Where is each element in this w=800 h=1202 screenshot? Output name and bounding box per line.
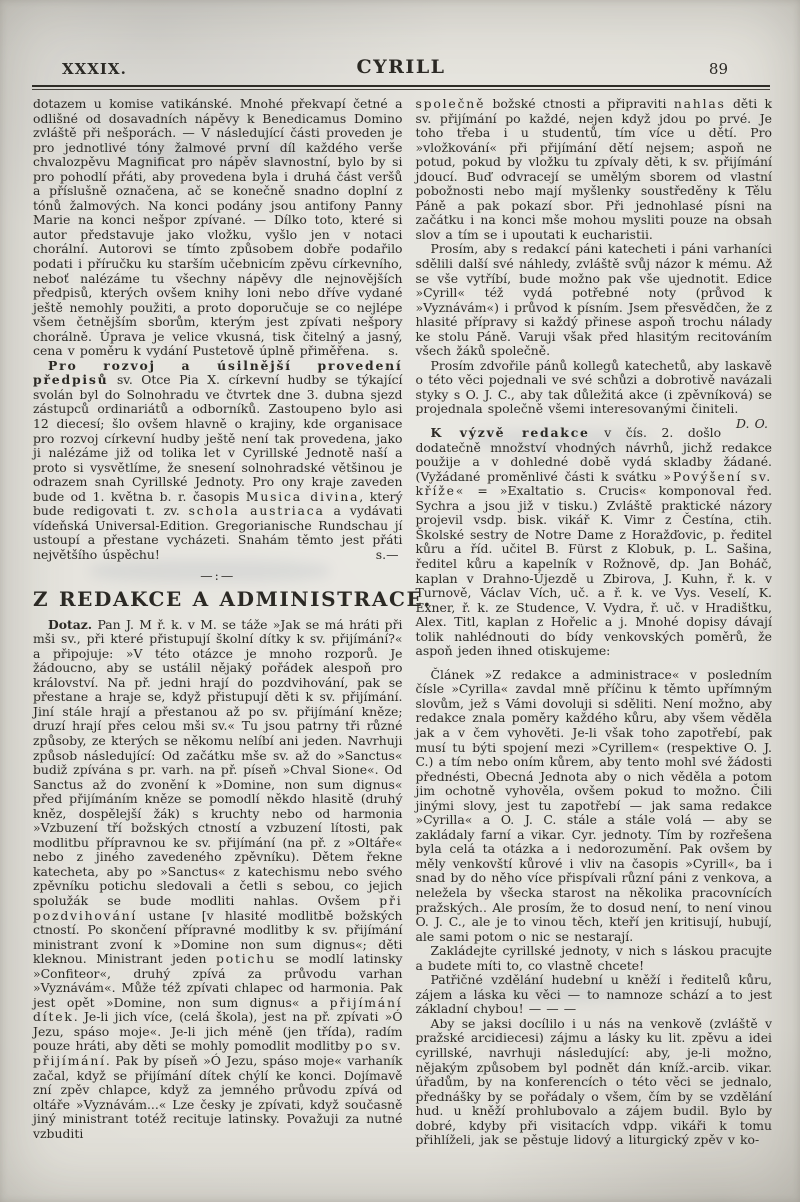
text-segment: ustane [v hlasité modlitbě božských ctností. Po skončení přípravné modlitby k sv. přijímání ministrant zvoní k »Domine non sum dignus«; děti kleknou. Ministrant jeden (33, 907, 403, 967)
right-column (416, 97, 773, 1148)
text-segment: přijímání dítek (33, 994, 403, 1025)
text-segment: . Je-li jich více, (celá škola), jest na př. zpívati »Ó Jezu, spáso moje«. Je-li jich méně (jen třída), radím pouze hráti, aby děti se mohly pomodlit modlitby (33, 1009, 403, 1054)
paragraph (416, 426, 773, 659)
text-segment: sv. Otce Pia X. církevní hudby se týkající svolán byl do Solnohradu ve čtvrtek dne 3. dubna sjezd zástupců ordinariátů a odborníků. Zastoupeno bylo asi 12 diecesí; šlo ovšem hlavně o krajiny, kde organisace pro rozvoj církevní hudby ještě není tak provedena, jako ji nalézáme již od tolika let v Cyrillské Jednotě naší a proto si vysvětlíme, že snesení solnohradské většinou je odrazem snah Cyrillské Jednoty. Pro ony kraje zaveden bude od 1. května b. r. časopis (33, 372, 403, 504)
text-segment: po sv. přijímání (33, 1038, 403, 1068)
text-segment: společně (415, 96, 486, 111)
text-segment: dotazem u komise vatikánské. Mnohé překvapí četné a odlišné od dosavadních nápěvy k Benedicamus Domino zvláště při nešporách. — V následující části proveden je pro jednotlivé tóny žalmové první díl každého verše chvalozpěvu Magnificat pro nápěv slavnostní, bylo by si pro pohodlí přáti, aby provedena byla i druhá část veršů a příslušně označena, ač se konečně snadno doplní z tónů žalmových. Na konci podány jsou antifony Panny Marie na konci nešpor zpívané. — Dílko toto, které si autor představuje jako vložku, vyšlo jen v notaci chorální. Autorovi se tímto způsobem dobře podařilo podati i příručku ku starším učebnicím zpěvu církevního, neboť nalézáme tu všechny nápěvy dle nejnovějších předpisů, kterých ovšem knihy loni nebo dříve vydané ještě nemohly použiti, a proto doporučuje se co nejlépe všem četnějším sborům, kterým jest zpívati nešpory chorálně. Úprava je velice vkusná, tisk čitelný a jasný, cena v poměru k vydání Pustetově úplně přiměřena. (33, 96, 403, 359)
paragraph (416, 242, 773, 358)
text-segment: Prosím, aby s redakcí páni katecheti i páni varhaníci sdělili další své náhledy, zvláště svůj názor k mému. Až se vše vytříbí, bude možno pak vše ujednotit. Edice »Cyrill« též vydá potřebné noty (průvod k »Vyznávám«) i průvod k písním. Jsem přesvědčen, že z hlasité přípravy si každý přinese aspoň trochu nálady ke stolu Páně. Varuji však před hlasitým recitováním všech žáků společně. (415, 241, 772, 359)
paragraph (416, 1017, 773, 1148)
text-segment: schola austriaca (188, 503, 325, 519)
text-segment: K výzvě redakce (430, 425, 590, 441)
text-columns (33, 97, 772, 1148)
text-segment: »Povýšení sv. kříže« (415, 468, 772, 499)
text-segment: potichu (216, 951, 276, 967)
section-heading: Z REDAKCE A ADMINISTRACE. (33, 587, 432, 612)
page-number: 89 (708, 60, 728, 78)
text-segment: Aby se jaksi docílilo i u nás na venkově (zvláště v pražské arcidiecesi) zájmu a lásky ku lit. zpěvu a idei cyrillské, navrhuji následující: aby, je-li možno, nějakým způsobem byl podnět dán kníž.-arcib. vikar. úřadům, by na konferencích o této věci se jednalo, přednášky by se pořádaly o všem, čím by se vzdělání hud. u kněží prohlubovalo a zájem budil. Bylo by dobré, kdyby při visitacích vdpp. vikáři k tomu přihlíželi, jak se pěstuje lidový a liturgický zpěv v ko- (415, 1015, 772, 1148)
text-segment: Patřičné vzdělání hudební u kněží i ředitelů kůru, zájem a láska ku věci — to namnoze schází a to jest základní chybou! — — — (415, 972, 772, 1017)
section-divider: —:— (200, 567, 236, 583)
left-column (33, 96, 432, 1148)
signature: D. O. (736, 416, 768, 432)
issue-number: XXXIX. (62, 60, 127, 78)
text-segment: nahlas (673, 96, 726, 111)
text-segment: se modlí latinsky »Confiteor«, druhý zpívá za průvodu varhan »Vyznávám«. Může též zpívati chlapec od harmonia. Pak jest opět »Domine, non sum dignus« a (33, 951, 403, 1010)
paragraph (416, 944, 773, 973)
paragraph (33, 618, 403, 1142)
text-segment: Prosím zdvořile pánů kollegů katechetů, aby laskavě o této věci pojednali ve své schůzi a dobrotivě navázali styky s O. J. C., aby tak důležitá akce (i zpěvníková) se projednala společně všemi interesovanými činiteli. (415, 357, 772, 417)
journal-title: CYRILL (356, 56, 446, 78)
text-segment: Článek »Z redakce a administrace« v posledním čísle »Cyrilla« zavdal mně příčinu k těmto upřímným slovům, jež s Vámi dovoluji si sděliti. Není možno, aby redakce znala poměry každého kůru, aby všem věděla jak a v čem vyhověti. Je-li však toho zapotřebí, pak musí tu býti spojení mezi »Cyrillem« (respektive O. J. C.) a tím nebo oním kůrem, aby tento mohl své žádosti přednésti, Obecná Jednota aby o nich věděla a potom jim ochotně vyhověla, ovšem pokud to možno. Čili jinými slovy, jest tu zapotřebí — jak sama redakce »Cyrilla« a O. J. C. stále a stále volá — aby se zakládaly farní a vikar. Cyr. jednoty. Tím by rozřešena byla celá ta otázka a i nedorozumění. Pak ovšem by měly venkovští kůrové i vliv na časopis »Cyrill«, ba i snad by do něho více přispívali různí páni z venkova, a neležela by všecka starost na několika pracovnících pražských.. Ale prosím, že to dosud není, to není vinou O. J. C., ale je to vinou těch, kteří jen kritisují, hubují, ale sami potom o nic se nestarají. (415, 666, 772, 944)
paragraph (415, 357, 773, 432)
text-segment: Pro rozvoj a úsilnější provedení předpisů (33, 357, 403, 388)
text-segment: Pan J. M ř. k. v M. se táže »Jak se má hráti při mši sv., při které přistupují školní dítky k sv. přijímání?« a připojuje: »V této otázce je mnoho rozporů. Je žádoucno, aby se ustálil nějaký pořádek alespoň pro království. Na př. jedni hrají do pozdvihování, pak se přestane a hraje se, když přistupují děti k sv. přijímání. Jiní stále hrají a přestanou až po sv. přijímání kněze; druzí hrají přes celou mši sv.« Tu jsou patrny tři různé způsoby, ze kterých se někomu nelíbí ani jeden. Navrhuji způsob následující: Od začátku mše sv. až do »Sanctus« budiž zpívána s pr. varh. na př. píseň »Chval Sione«. Od Sanctus až do zvonění k »Domine, non sum dignus« před přijímáním kněze se pomodlí někdo hlasitě (druhý kněz, dospělejší žák) s kruchty nebo od harmonia »Vzbuzení tří božských ctností a vzbuzení lítosti, pak modlitbu přípravnou ke sv. přijímání (na př. z »Oltáře« nebo z jiného zavedeného zpěvníku). Dětem řekne katecheta, aby po »Sanctus« z katechismu nebo svého zpěvníku potichu sledovali a četli s sebou, co jejich spolužák se bude modliti nahlas. Ovšem (33, 616, 403, 908)
paragraph (33, 97, 403, 359)
header-rule (32, 85, 770, 90)
text-segment: = »Exaltatio s. Crucis« komponoval řed. Sychra a jsou již v tisku.) Zvláště praktické názory projevil vsdp. bisk. vikář K. Vimr z Čestína, ctih. Školské sestry de Notre Dame z Horažďovic, p. ředitel kůru a říd. učitel B. Fürst z Klobuk, p. L. Sašina, ředitel kůru a kapelník v Rožnově, dp. Jan Boháč, kaplan v Drahno-Újezdě u Zbirova, J. Kuhn, ř. k. v Turnově, Václav Vích, uč. a ř. k. ve Vys. Veselí, K. Exner, ř. k. ze Studence, V. Vydra, ř. uč. v Hradištku, Alex. Titl, kaplan z Hořelic a j. Mnohé dopisy dávají tolik nahlédnouti do bídy venkovských poměrů, že aspoň jeden ihned otiskujeme: (415, 483, 772, 659)
paragraph (33, 359, 403, 563)
text-segment: při pozdvihování (33, 892, 403, 923)
text-segment: v čís. 2. došlo dodatečně množství vhodných návrhů, jichž redakce použije a v dohledné době vydá skladby žádané. (Vyžádané proměnlivé části k svátku (415, 425, 772, 484)
page-header (32, 56, 770, 82)
text-segment: Zakládejte cyrillské jednoty, v nich s láskou pracujte a budete míti to, co vlastně chcete! (415, 943, 772, 973)
text-segment: děti k sv. přijímání po každé, nejen když jdou po prvé. Je toho třeba i u studentů, tím více u dětí. Pro »vložkování« při přijímání dětí nejsem; aspoň ne potud, pokud by vložku tu zpívaly děti, k sv. přijímání jdoucí. Buď odvracejí se umělým sborem od vlastní pobožnosti nebo mají myšlenky soustředěny k Tělu Páně a pak pokazí sbor. Při jednohlasé písni na začátku i na konci mše mohou mysliti pouze na obsah slov a tím se i upoutati k eucharistii. (415, 96, 772, 242)
paragraph (416, 973, 773, 1017)
text-segment: a vydávati vídeňská Universal-Edition. Gregorianische Rundschau jí ustoupí a přestane vycházeti. Snahám těmto jest přáti největšího úspěchu! (33, 503, 403, 562)
paragraph (416, 668, 773, 944)
text-segment: Dotaz. (48, 616, 93, 632)
paragraph (416, 97, 773, 242)
text-segment: . Pak by píseň »Ó Jezu, spáso moje« varhaník začal, když se přijímání dítek chýlí ke konci. Dojímavě zní zpěv chlapce, když za jemného průvodu zpívá od oltáře »Vyznávám...« Lze česky je zpívati, když současně jiný ministrant totéž recituje latinsky. Považuji za nutné vzbuditi (33, 1053, 403, 1141)
text-segment: božské ctnosti a připraviti (485, 96, 674, 111)
signature: s. (388, 343, 399, 359)
text-segment: , který bude redigovati t. zv. (33, 488, 403, 519)
signature: s.— (375, 546, 399, 562)
text-segment: Musica divina (245, 488, 360, 504)
